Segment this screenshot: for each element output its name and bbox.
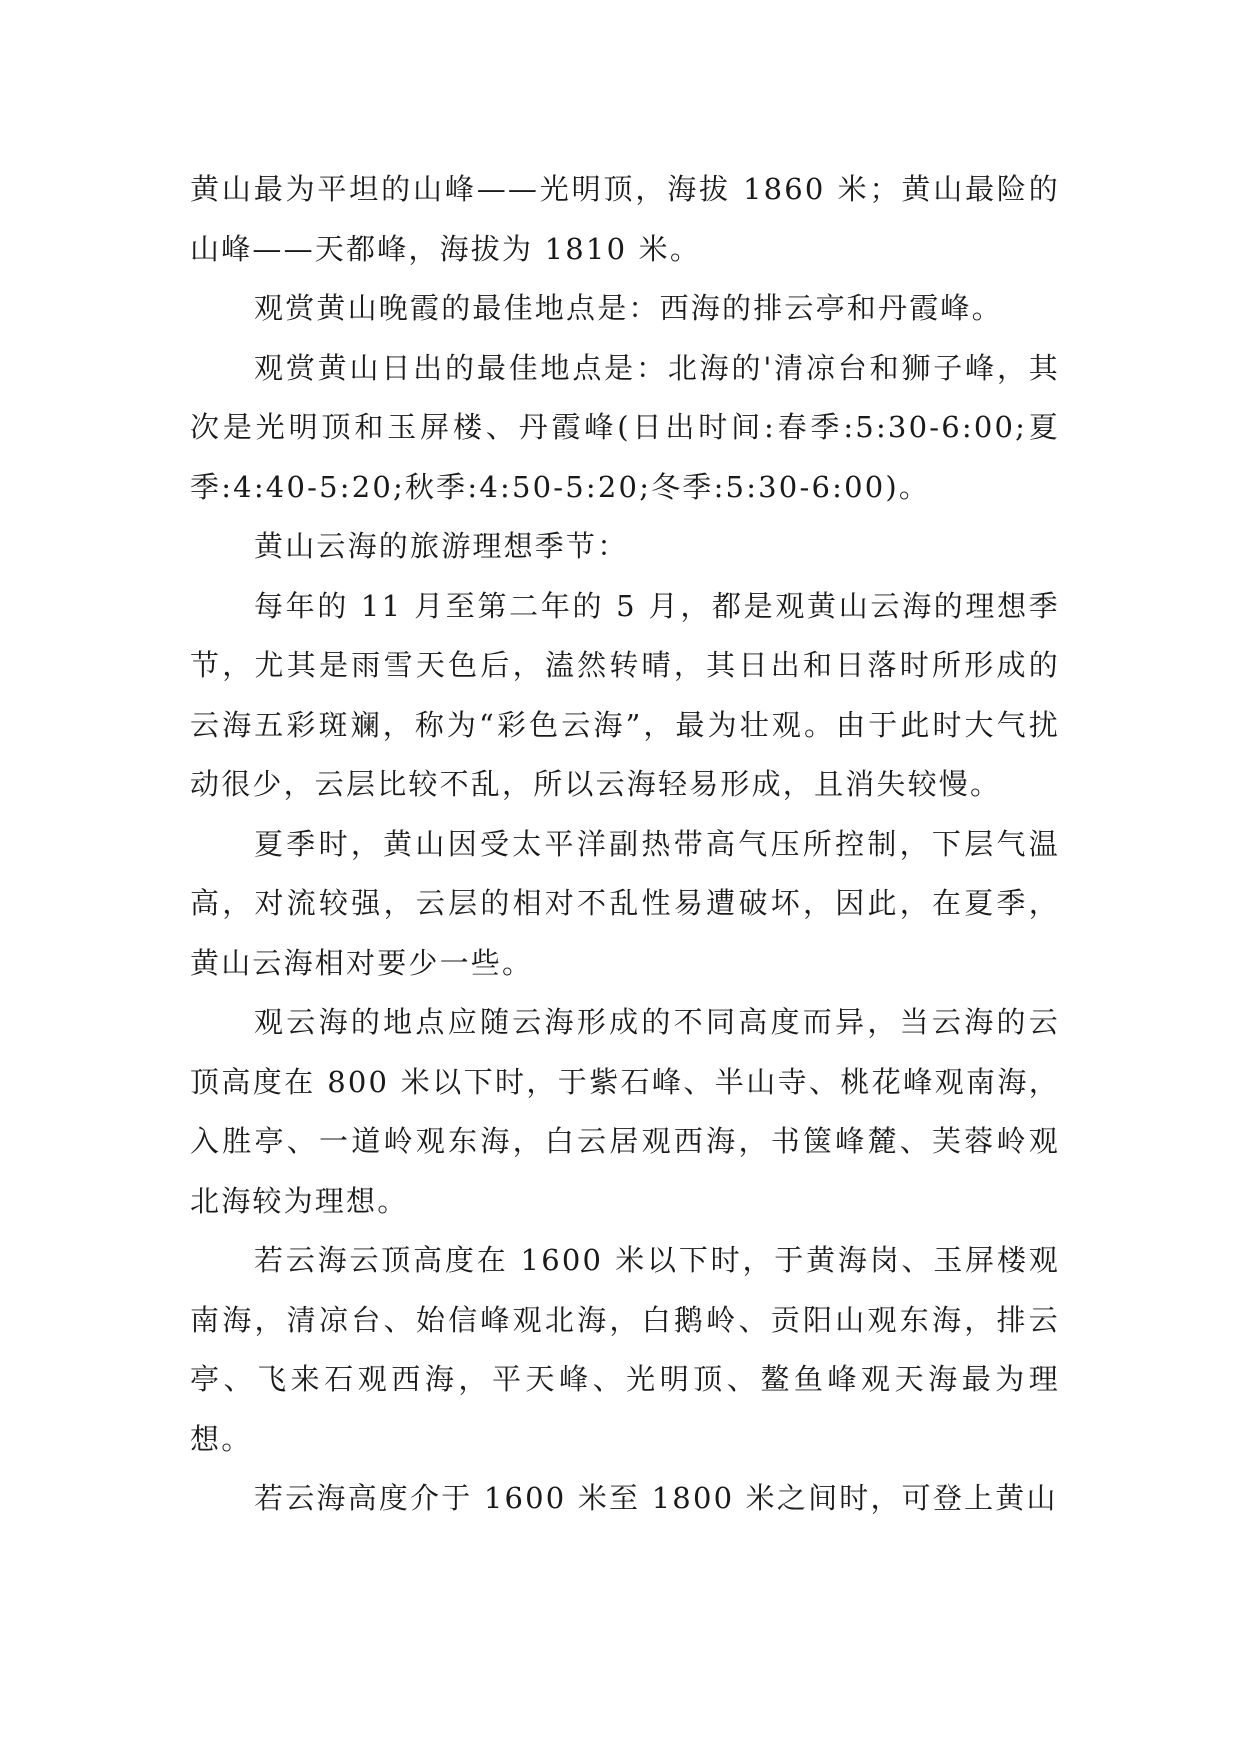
paragraph-2: 观赏黄山晚霞的最佳地点是：西海的排云亭和丹霞峰。 — [254, 291, 1003, 325]
document-body — [190, 160, 1060, 1529]
paragraph-5: 每年的 11 月至第二年的 5 月，都是观黄山云海的理想季节，尤其是雨雪天色后，溘然转晴，其日出和日落时所形成的云海五彩斑斓，称为“彩色云海”，最为壮观。由于此时大气扰动很少，云层比较不乱，所以云海轻易形成，且消失较慢。 — [190, 588, 1060, 801]
paragraph-4: 黄山云海的旅游理想季节： — [254, 529, 629, 563]
paragraph-1: 黄山最为平坦的山峰——光明顶，海拔 1860 米；黄山最险的山峰——天都峰，海拔为 1810 米。 — [190, 172, 1060, 266]
paragraph-8: 若云海云顶高度在 1600 米以下时，于黄海岗、玉屏楼观南海，清凉台、始信峰观北海，白鹅岭、贡阳山观东海，排云亭、飞来石观西海，平天峰、光明顶、鳌鱼峰观天海最为理想。 — [190, 1243, 1060, 1456]
paragraph-3: 观赏黄山日出的最佳地点是：北海的'清凉台和狮子峰，其次是光明顶和玉屏楼、丹霞峰(日出时间:春季:5:30-6:00;夏季:4:40-5:20;秋季:4:50-5:20;冬季:5:30-6:00)。 — [190, 350, 1060, 504]
paragraph-7: 观云海的地点应随云海形成的不同高度而异，当云海的云顶高度在 800 米以下时，于紫石峰、半山寺、桃花峰观南海，入胜亭、一道岭观东海，白云居观西海，书箧峰麓、芙蓉岭观北海较为理想。 — [190, 1005, 1060, 1218]
paragraph-9: 若云海高度介于 1600 米至 1800 米之间时，可登上黄山 — [254, 1481, 1058, 1515]
paragraph-6: 夏季时，黄山因受太平洋副热带高气压所控制，下层气温高，对流较强，云层的相对不乱性易遭破坏，因此，在夏季，黄山云海相对要少一些。 — [190, 826, 1060, 980]
